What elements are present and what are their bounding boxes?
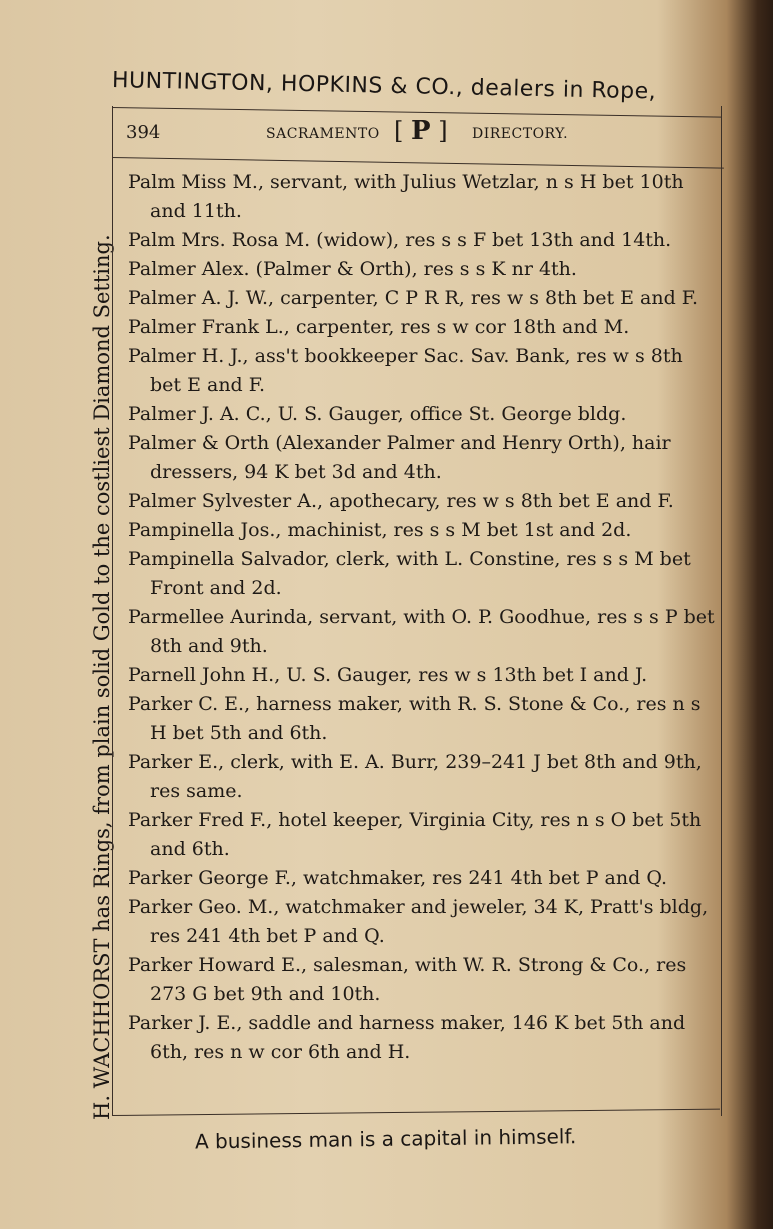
directory-entry: Parker George F., watchmaker, res 241 4th bet P and Q.: [128, 867, 667, 889]
directory-entries: [128, 168, 716, 1067]
directory-entry: Palmer Alex. (Palmer & Orth), res s s K nr 4th.: [128, 258, 577, 280]
directory-entry: Parker J. E., saddle and harness maker, 146 K bet 5th and 6th, res n w cor 6th and H.: [128, 1012, 686, 1063]
directory-entry: Palmer A. J. W., carpenter, C P R R, res w s 8th bet E and F.: [128, 287, 699, 309]
directory-entry: Palm Miss M., servant, with Julius Wetzlar, n s H bet 10th and 11th.: [128, 171, 684, 222]
directory-entry: Palmer H. J., ass't bookkeeper Sac. Sav. Bank, res w s 8th bet E and F.: [128, 345, 683, 396]
directory-entry: Parnell John H., U. S. Gauger, res w s 13th bet I and J.: [128, 664, 648, 686]
directory-entry: Parker E., clerk, with E. A. Burr, 239–241 J bet 8th and 9th, res same.: [128, 751, 702, 802]
header-letter: [ P ]: [394, 116, 448, 146]
page-number: 394: [126, 122, 161, 143]
header-city: SACRAMENTO: [266, 126, 380, 142]
directory-entry: Parmellee Aurinda, servant, with O. P. Goodhue, res s s P bet 8th and 9th.: [128, 606, 715, 657]
directory-entry: Palm Mrs. Rosa M. (widow), res s s F bet 13th and 14th.: [128, 229, 672, 251]
side-advertisement: H. WACHHORST has Rings, from plain solid Gold to the costliest Diamond Setting.: [90, 234, 114, 1120]
directory-entry: Palmer Sylvester A., apothecary, res w s 8th bet E and F.: [128, 490, 674, 512]
directory-entry: Parker C. E., harness maker, with R. S. Stone & Co., res n s H bet 5th and 6th.: [128, 693, 701, 744]
directory-entry: Parker Fred F., hotel keeper, Virginia City, res n s O bet 5th and 6th.: [128, 809, 702, 860]
page-header: [126, 118, 706, 150]
directory-entry: Palmer Frank L., carpenter, res s w cor 18th and M.: [128, 316, 630, 338]
header-directory: DIRECTORY.: [472, 126, 569, 142]
directory-entry: Palmer & Orth (Alexander Palmer and Henry Orth), hair dressers, 94 K bet 3d and 4th.: [128, 432, 671, 483]
directory-entry: Pampinella Salvador, clerk, with L. Constine, res s s M bet Front and 2d.: [128, 548, 691, 599]
directory-entry: Parker Geo. M., watchmaker and jeweler, 34 K, Pratt's bldg, res 241 4th bet P and Q.: [128, 896, 709, 947]
directory-entry: Pampinella Jos., machinist, res s s M bet 1st and 2d.: [128, 519, 632, 541]
directory-entry: Parker Howard E., salesman, with W. R. Strong & Co., res 273 G bet 9th and 10th.: [128, 954, 687, 1005]
top-advertisement: HUNTINGTON, HOPKINS & CO., dealers in Rope,: [111, 68, 657, 105]
directory-entry: Palmer J. A. C., U. S. Gauger, office St. George bldg.: [128, 403, 627, 425]
bottom-advertisement: A business man is a capital in himself.: [194, 1124, 577, 1154]
